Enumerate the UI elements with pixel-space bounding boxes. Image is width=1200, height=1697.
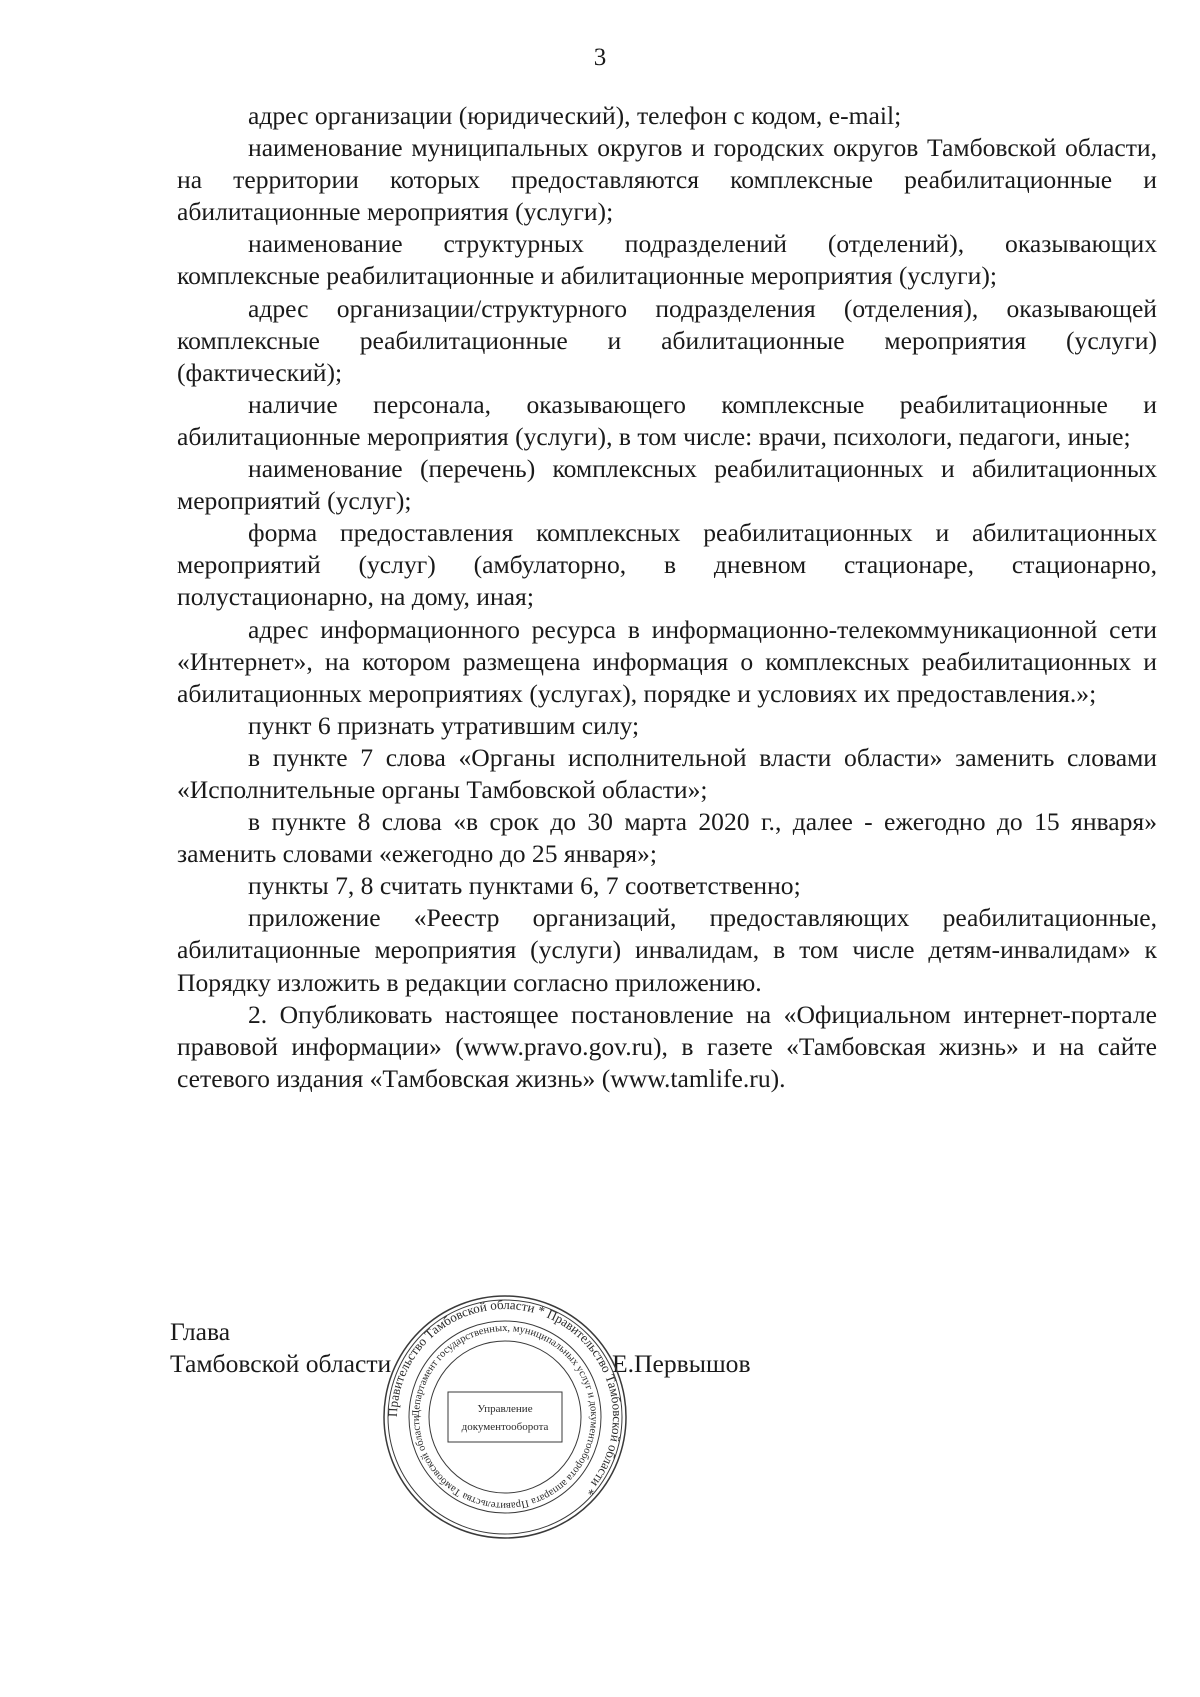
- signature-title-line1: Глава: [170, 1317, 231, 1346]
- signatory-name: Е.Первышов: [612, 1349, 751, 1378]
- paragraph: 2. Опубликовать настоящее постановление на «Официальном интернет-портале правовой информации» (www.pravo.gov.ru), в газете «Тамбовская жизнь» и на сайте сетевого издания «Тамбовская жизнь» (www.tamlife.ru).: [177, 999, 1157, 1093]
- paragraph: форма предоставления комплексных реабилитационных и абилитационных мероприятий (услуг) (амбулаторно, в дневном стационаре, стационарно, полустационарно, на дому, иная;: [177, 518, 1157, 612]
- paragraph: наличие персонала, оказывающего комплексные реабилитационные и абилитационные мероприятия (услуги), в том числе: врачи, психологи, педагоги, иные;: [177, 389, 1157, 451]
- document-body: [177, 100, 1157, 1095]
- stamp-center-line1: Управление: [477, 1403, 533, 1415]
- stamp-inner-text: Департамент государственных, муниципальных услуг и документооборота аппарата Правительства Тамбовской области: [410, 1322, 600, 1512]
- paragraph: в пункте 8 слова «в срок до 30 марта 2020 г., далее - ежегодно до 15 января» заменить словами «ежегодно до 25 января»;: [177, 807, 1157, 869]
- signature-title: [170, 1316, 391, 1380]
- paragraph: наименование муниципальных округов и городских округов Тамбовской области, на территории которых предоставляются комплексные реабилитационные и абилитационные мероприятия (услуги);: [177, 133, 1157, 227]
- stamp-center-line2: документооборота: [461, 1421, 549, 1433]
- official-stamp: [380, 1292, 630, 1542]
- paragraph: адрес информационного ресурса в информационно-телекоммуникационной сети «Интернет», на котором размещена информация о комплексных реабилитационных и абилитационных мероприятиях (услугах), порядке и условиях их предоставления.»;: [177, 614, 1157, 708]
- paragraph: адрес организации/структурного подразделения (отделения), оказывающей комплексные реабилитационные и абилитационные мероприятия (услуги) (фактический);: [177, 293, 1157, 387]
- page-number: 3: [593, 44, 607, 71]
- paragraph: наименование структурных подразделений (отделений), оказывающих комплексные реабилитационные и абилитационные мероприятия (услуги);: [177, 229, 1157, 291]
- paragraph: приложение «Реестр организаций, предоставляющих реабилитационные, абилитационные мероприятия (услуги) инвалидам, в том числе детям-инвалидам» к Порядку изложить в редакции согласно приложению.: [177, 903, 1157, 997]
- paragraph: пункт 6 признать утратившим силу;: [248, 710, 640, 740]
- paragraph: наименование (перечень) комплексных реабилитационных и абилитационных мероприятий (услуг);: [177, 454, 1157, 516]
- paragraph: в пункте 7 слова «Органы исполнительной власти области» заменить словами «Исполнительные органы Тамбовской области»;: [177, 742, 1157, 804]
- paragraph: пункты 7, 8 считать пунктами 6, 7 соответственно;: [248, 871, 801, 901]
- paragraph: адрес организации (юридический), телефон с кодом, e-mail;: [248, 101, 902, 130]
- stamp-outer-text: Правительство Тамбовской области * Правительство Тамбовской области *: [384, 1296, 626, 1499]
- signature-title-line2: Тамбовской области: [170, 1349, 392, 1378]
